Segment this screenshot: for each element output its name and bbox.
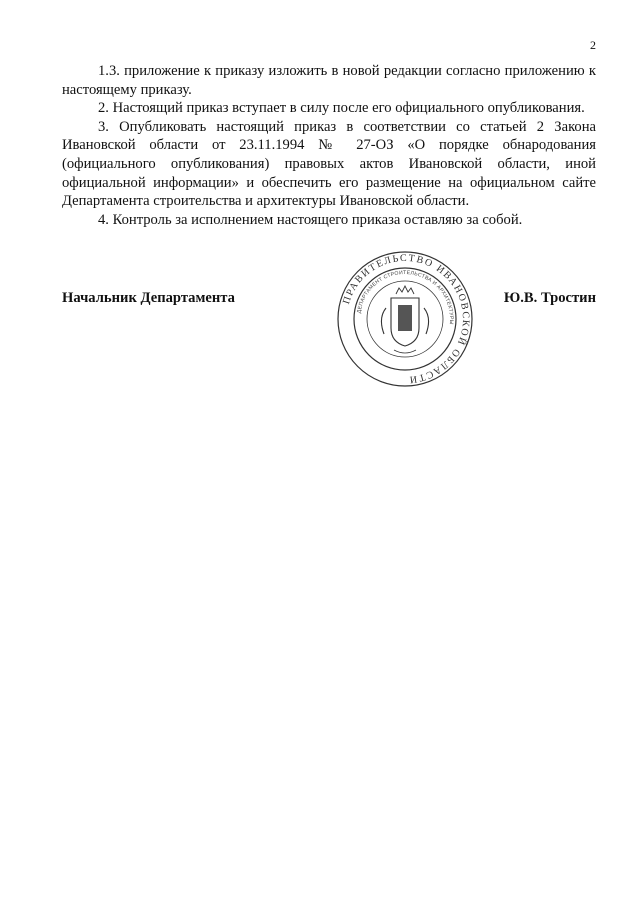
page-number: 2 <box>590 38 596 52</box>
signatory-title: Начальник Департамента <box>62 290 235 306</box>
paragraph-3: 3. Опубликовать настоящий приказ в соответствии со статьей 2 Закона Ивановской области от 23.11.1994 № 27-ОЗ «О порядке обнародования (официального опубликования) правовых актов Ивановской области, иной официальной информации» и обеспечить его размещение на официальном сайте Департамента строительства и архитектуры Ивановской области. <box>62 118 596 210</box>
paragraph-2: 2. Настоящий приказ вступает в силу после его официального опубликования. <box>98 100 585 117</box>
stamp-outer-text: ПРАВИТЕЛЬСТВО ИВАНОВСКОЙ ОБЛАСТИ <box>341 252 472 386</box>
coat-of-arms-emblem <box>381 286 428 353</box>
paragraph-1-3: 1.3. приложение к приказу изложить в новой редакции согласно приложению к настоящему приказу. <box>62 63 596 98</box>
order-body <box>62 62 596 229</box>
signatory-name: Ю.В. Тростин <box>503 290 596 306</box>
paragraph-4: 4. Контроль за исполнением настоящего приказа оставляю за собой. <box>98 211 523 228</box>
stamp-inner-text: ДЕПАРТАМЕНТ СТРОИТЕЛЬСТВА И АРХИТЕКТУРЫ <box>356 269 455 325</box>
official-seal-stamp <box>336 250 474 388</box>
